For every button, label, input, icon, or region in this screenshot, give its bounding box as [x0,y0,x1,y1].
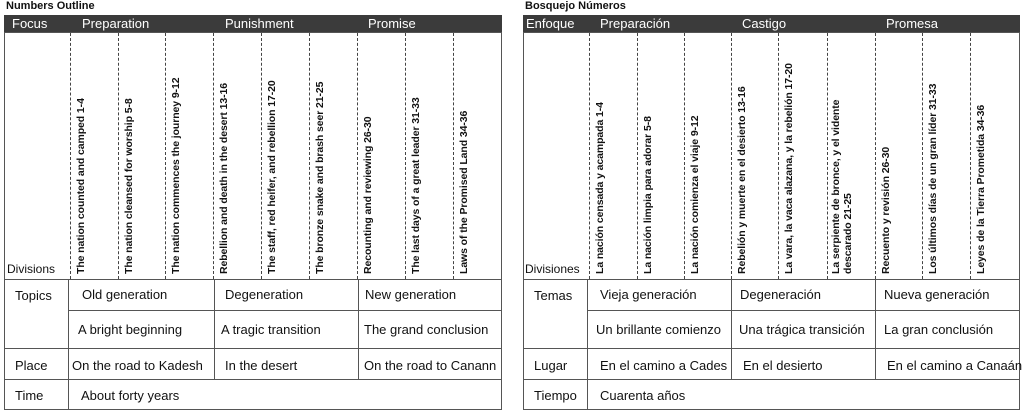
division-separator [684,33,685,279]
division-separator [261,33,262,279]
topic-cell: Vieja generación [600,287,697,302]
panel-title: Bosquejo Números [525,0,626,12]
divider [731,279,732,379]
division-item: La nación limpia para adorar 5-8 [642,116,654,274]
focus-preparation: Preparation [82,16,150,31]
division-item: The staff, red heifer, and rebellion 17-20 [266,80,278,274]
division-item: Recounting and reviewing 26-30 [362,116,374,274]
topics-label: Temas [534,288,573,303]
focus-promesa: Promesa [886,16,939,31]
time-label: Tiempo [534,388,577,403]
focus-castigo: Castigo [742,16,787,31]
place-label: Place [15,358,48,373]
divider [587,310,1020,311]
topic-cell: Degeneration [225,287,304,302]
division-separator [970,33,971,279]
division-separator [309,33,310,279]
focus-punishment: Punishment [225,16,294,31]
division-separator [875,33,876,279]
division-separator [922,33,923,279]
divider [4,279,502,280]
divider [523,279,1020,280]
division-item: La nación censada y acampada 1-4 [594,102,606,274]
divider [68,310,502,311]
divider [875,279,876,379]
topic-cell: New generation [365,287,457,302]
division-separator [827,33,828,279]
topic-cell: Old generation [82,287,168,302]
divider [4,348,502,349]
division-item: Recuento y revisión 26-30 [880,146,892,274]
division-separator [118,33,119,279]
divider [68,279,69,410]
focus-promise: Promise [368,16,416,31]
spanish-outline-panel [523,0,1023,412]
focus-header-bar [4,15,502,32]
divider [214,279,215,379]
place-label: Lugar [534,358,568,373]
topics-label: Topics [15,288,52,303]
place-cell: En el camino a Canaán [887,358,1023,373]
divider [358,279,359,379]
topic-cell: The grand conclusion [364,322,489,337]
topic-cell: Una trágica transición [739,322,865,337]
place-cell: On the road to Kadesh [72,358,203,373]
division-item: The bronze snake and brash seer 21-25 [314,81,326,274]
division-separator [405,33,406,279]
division-separator [731,33,732,279]
divider [4,379,502,380]
divider [523,348,1020,349]
division-item: La nación comienza el viaje 9-12 [689,115,701,274]
focus-header-bar [523,15,1020,32]
division-separator [70,33,71,279]
division-item: Rebellion and death in the desert 13-16 [218,83,230,274]
place-cell: En el desierto [743,358,823,373]
division-item: Laws of the Promised Land 34-36 [458,110,470,274]
english-outline-panel [4,0,502,412]
division-item: The nation commences the journey 9-12 [170,77,182,274]
division-item: Leyes de la Tierra Prometida 34-36 [975,104,987,274]
topic-cell: Degeneración [740,287,821,302]
division-item: La serpiente de bronce, y el vidente descarado 21-25 [830,99,854,274]
division-separator [589,33,590,279]
division-separator [165,33,166,279]
division-separator [357,33,358,279]
topic-cell: A bright beginning [78,322,183,337]
division-separator [778,33,779,279]
time-value: Cuarenta años [600,388,686,403]
division-item: Los últimos días de un gran líder 31-33 [927,83,939,274]
division-separator [453,33,454,279]
division-item: The last days of a great leader 31-33 [410,97,422,274]
division-separator [213,33,214,279]
division-separator [637,33,638,279]
focus-preparation: Preparación [600,16,671,31]
divisions-label: Divisiones [525,262,580,276]
divider [587,279,588,410]
place-cell: En el camino a Cades [600,358,728,373]
focus-label: Enfoque [526,16,575,31]
time-value: About forty years [81,388,180,403]
topic-cell: Nueva generación [884,287,990,302]
division-item: Rebelión y muerte en el desierto 13-16 [736,86,748,274]
panel-title: Numbers Outline [6,0,95,12]
division-item: The nation cleansed for worship 5-8 [123,98,135,274]
division-item: The nation counted and camped 1-4 [75,98,87,274]
focus-label: Focus [12,16,48,31]
topic-cell: La gran conclusión [884,322,994,337]
divider [523,379,1020,380]
divisions-label: Divisions [7,262,56,276]
division-item: La vara, la vaca alazana, y la rebelión 17-20 [783,63,795,274]
place-cell: In the desert [225,358,298,373]
place-cell: On the road to Canann [364,358,497,373]
time-label: Time [15,388,44,403]
topic-cell: Un brillante comienzo [596,322,722,337]
topic-cell: A tragic transition [221,322,321,337]
